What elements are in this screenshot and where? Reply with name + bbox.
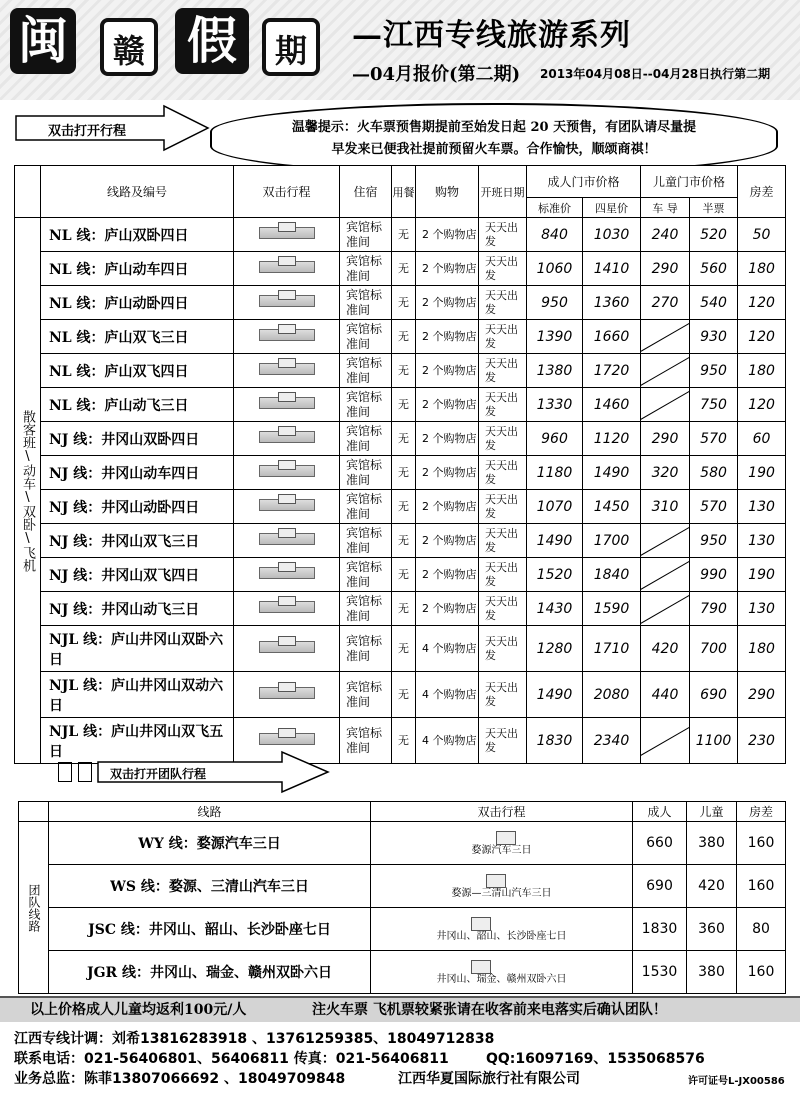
header-departure: 开班日期 bbox=[479, 166, 527, 218]
company-name: 江西华夏国际旅行社有限公司 bbox=[398, 1071, 580, 1087]
adult-std-price: 950 bbox=[527, 286, 583, 320]
child-half-price: 790 bbox=[690, 592, 738, 626]
child-half-price: 690 bbox=[690, 672, 738, 718]
checkbox-icon-2 bbox=[78, 762, 92, 782]
group-adult-price: 1530 bbox=[633, 951, 687, 994]
table-row bbox=[15, 456, 786, 490]
group-itinerary-doc-icon[interactable]: 婺源—三清山汽车三日 bbox=[452, 874, 552, 899]
departure-cell: 天天出发 bbox=[479, 524, 527, 558]
adult-4star-price: 1120 bbox=[583, 422, 641, 456]
notice-line-2: 早发来已便我社提前预留火车票。合作愉快，顺颂商祺！ bbox=[331, 142, 657, 157]
table-row bbox=[15, 422, 786, 456]
child-car-price: 240 bbox=[641, 218, 690, 252]
shop-cell: 2 个购物店 bbox=[416, 422, 479, 456]
departure-cell: 天天出发 bbox=[479, 320, 527, 354]
stay-cell: 宾馆标准间 bbox=[340, 490, 392, 524]
shop-cell: 2 个购物店 bbox=[416, 592, 479, 626]
route-cell: NL 线：庐山动飞三日 bbox=[41, 388, 234, 422]
route-cell: NJL 线：庐山井冈山双飞五日 bbox=[41, 718, 234, 764]
group-itinerary-doc-icon[interactable]: 井冈山、韶山、长沙卧座七日 bbox=[437, 917, 567, 942]
meal-cell: 无 bbox=[392, 252, 416, 286]
adult-std-price: 1180 bbox=[527, 456, 583, 490]
room-diff: 190 bbox=[738, 558, 786, 592]
stay-cell: 宾馆标准间 bbox=[340, 286, 392, 320]
route-cell: NJ 线：井冈山动卧四日 bbox=[41, 490, 234, 524]
group-itinerary-cell[interactable] bbox=[371, 951, 633, 994]
meal-cell: 无 bbox=[392, 354, 416, 388]
itinerary-doc-icon[interactable] bbox=[259, 465, 315, 477]
band-left-text: 以上价格成人儿童均返利100元/人 bbox=[30, 1002, 247, 1018]
itinerary-cell[interactable] bbox=[234, 252, 340, 286]
adult-std-price: 1430 bbox=[527, 592, 583, 626]
departure-cell: 天天出发 bbox=[479, 422, 527, 456]
adult-4star-price: 1710 bbox=[583, 626, 641, 672]
table-row bbox=[15, 252, 786, 286]
planner-contact: 江西专线计调：刘希13816283918 、13761259385、18049712838 bbox=[14, 1031, 495, 1047]
header-itinerary: 双击行程 bbox=[234, 166, 340, 218]
room-diff: 130 bbox=[738, 524, 786, 558]
group-itinerary-doc-icon[interactable]: 婺源汽车三日 bbox=[462, 831, 542, 856]
meal-cell: 无 bbox=[392, 592, 416, 626]
t2-header-adult: 成人 bbox=[633, 802, 687, 822]
room-diff: 180 bbox=[738, 626, 786, 672]
table-row bbox=[15, 286, 786, 320]
table-row bbox=[19, 908, 786, 951]
open-group-itinerary-label[interactable]: 双击打开团队行程 bbox=[110, 767, 207, 781]
group-route-cell: JSC 线：井冈山、韶山、长沙卧座七日 bbox=[49, 908, 371, 951]
meal-cell: 无 bbox=[392, 490, 416, 524]
route-cell: NL 线：庐山动车四日 bbox=[41, 252, 234, 286]
group-route-cell: WY 线：婺源汽车三日 bbox=[49, 822, 371, 865]
departure-cell: 天天出发 bbox=[479, 718, 527, 764]
stay-cell: 宾馆标准间 bbox=[340, 592, 392, 626]
group-side-label-cell bbox=[19, 822, 49, 994]
adult-4star-price: 1840 bbox=[583, 558, 641, 592]
adult-4star-price: 1590 bbox=[583, 592, 641, 626]
header-room: 房差 bbox=[738, 166, 786, 218]
sub-child-car: 车 导 bbox=[641, 198, 690, 218]
shop-cell: 2 个购物店 bbox=[416, 252, 479, 286]
departure-cell: 天天出发 bbox=[479, 490, 527, 524]
child-car-price: 320 bbox=[641, 456, 690, 490]
table-row bbox=[15, 354, 786, 388]
stay-cell: 宾馆标准间 bbox=[340, 388, 392, 422]
group-route-cell: JGR 线：井冈山、瑞金、赣州双卧六日 bbox=[49, 951, 371, 994]
sub-child-half: 半票 bbox=[690, 198, 738, 218]
adult-std-price: 1520 bbox=[527, 558, 583, 592]
departure-cell: 天天出发 bbox=[479, 592, 527, 626]
group-adult-price: 1830 bbox=[633, 908, 687, 951]
adult-4star-price: 1460 bbox=[583, 388, 641, 422]
quote-dates: 2013年04月08日--04月28日执行第二期 bbox=[540, 67, 771, 81]
child-half-price: 950 bbox=[690, 524, 738, 558]
stay-cell: 宾馆标准间 bbox=[340, 524, 392, 558]
table2-corner bbox=[19, 802, 49, 822]
child-car-price bbox=[641, 354, 690, 388]
qq-contact: QQ:16097169、1535068576 bbox=[486, 1051, 705, 1067]
child-half-price: 520 bbox=[690, 218, 738, 252]
logo-char-3: 假 bbox=[175, 8, 249, 74]
side-label: 散客班\动车\双卧\飞机 bbox=[20, 409, 35, 572]
adult-4star-price: 1700 bbox=[583, 524, 641, 558]
table-row bbox=[15, 490, 786, 524]
itinerary-doc-icon[interactable] bbox=[259, 329, 315, 341]
child-half-price: 580 bbox=[690, 456, 738, 490]
notice-line-1: 温馨提示：火车票预售期提前至始发日起 20 天预售，有团队请尽量提 bbox=[291, 120, 697, 135]
route-cell: NL 线：庐山双飞三日 bbox=[41, 320, 234, 354]
itinerary-doc-icon[interactable] bbox=[259, 567, 315, 579]
child-car-price: 290 bbox=[641, 422, 690, 456]
departure-cell: 天天出发 bbox=[479, 286, 527, 320]
logo-char-4: 期 bbox=[262, 18, 320, 76]
adult-std-price: 1060 bbox=[527, 252, 583, 286]
departure-cell: 天天出发 bbox=[479, 672, 527, 718]
adult-std-price: 1830 bbox=[527, 718, 583, 764]
itinerary-doc-icon[interactable] bbox=[259, 687, 315, 699]
child-car-price: 420 bbox=[641, 626, 690, 672]
departure-cell: 天天出发 bbox=[479, 626, 527, 672]
itinerary-cell[interactable] bbox=[234, 456, 340, 490]
route-cell: NJ 线：井冈山动飞三日 bbox=[41, 592, 234, 626]
group-room-diff: 160 bbox=[737, 865, 786, 908]
shop-cell: 2 个购物店 bbox=[416, 320, 479, 354]
group-itinerary-cell[interactable] bbox=[371, 822, 633, 865]
group-itinerary-doc-icon[interactable]: 井冈山、瑞金、赣州双卧六日 bbox=[437, 960, 567, 985]
itinerary-doc-icon[interactable] bbox=[259, 533, 315, 545]
adult-4star-price: 1450 bbox=[583, 490, 641, 524]
header-adult-price: 成人门市价格 bbox=[527, 166, 641, 198]
director-contact: 业务总监：陈菲13807066692 、18049709848 bbox=[14, 1071, 346, 1087]
itinerary-doc-icon[interactable] bbox=[259, 363, 315, 375]
group-tours-table bbox=[18, 801, 786, 994]
route-cell: NJ 线：井冈山双飞四日 bbox=[41, 558, 234, 592]
adult-4star-price: 2080 bbox=[583, 672, 641, 718]
meal-cell: 无 bbox=[392, 558, 416, 592]
meal-cell: 无 bbox=[392, 718, 416, 764]
sub-adult-4star: 四星价 bbox=[583, 198, 641, 218]
side-label-cell bbox=[15, 218, 41, 764]
t2-header-room: 房差 bbox=[737, 802, 786, 822]
t2-header-child: 儿童 bbox=[687, 802, 737, 822]
shop-cell: 4 个购物店 bbox=[416, 718, 479, 764]
itinerary-doc-icon[interactable] bbox=[259, 601, 315, 613]
meal-cell: 无 bbox=[392, 422, 416, 456]
shop-cell: 2 个购物店 bbox=[416, 388, 479, 422]
group-adult-price: 690 bbox=[633, 865, 687, 908]
itinerary-doc-icon[interactable] bbox=[259, 261, 315, 273]
child-car-price bbox=[641, 558, 690, 592]
itinerary-cell[interactable] bbox=[234, 320, 340, 354]
shop-cell: 4 个购物店 bbox=[416, 672, 479, 718]
child-car-price bbox=[641, 592, 690, 626]
group-adult-price: 660 bbox=[633, 822, 687, 865]
stay-cell: 宾馆标准间 bbox=[340, 218, 392, 252]
meal-cell: 无 bbox=[392, 626, 416, 672]
room-diff: 230 bbox=[738, 718, 786, 764]
itinerary-doc-icon[interactable] bbox=[259, 641, 315, 653]
itinerary-doc-icon[interactable] bbox=[259, 499, 315, 511]
checkbox-icon-1 bbox=[58, 762, 72, 782]
adult-std-price: 960 bbox=[527, 422, 583, 456]
room-diff: 130 bbox=[738, 490, 786, 524]
sub-adult-std: 标准价 bbox=[527, 198, 583, 218]
table1-corner bbox=[15, 166, 41, 218]
route-cell: NJ 线：井冈山动车四日 bbox=[41, 456, 234, 490]
table-row bbox=[15, 388, 786, 422]
adult-4star-price: 2340 bbox=[583, 718, 641, 764]
child-half-price: 700 bbox=[690, 626, 738, 672]
route-cell: NL 线：庐山动卧四日 bbox=[41, 286, 234, 320]
t2-header-itinerary: 双击行程 bbox=[371, 802, 633, 822]
meal-cell: 无 bbox=[392, 286, 416, 320]
shop-cell: 2 个购物店 bbox=[416, 558, 479, 592]
stay-cell: 宾馆标准间 bbox=[340, 626, 392, 672]
quote-title: —04月报价(第二期) bbox=[352, 64, 521, 85]
itinerary-doc-icon[interactable] bbox=[259, 431, 315, 443]
series-title: —江西专线旅游系列 bbox=[352, 18, 631, 53]
group-route-cell: WS 线：婺源、三清山汽车三日 bbox=[49, 865, 371, 908]
adult-std-price: 1330 bbox=[527, 388, 583, 422]
room-diff: 120 bbox=[738, 320, 786, 354]
table-row bbox=[15, 218, 786, 252]
adult-4star-price: 1030 bbox=[583, 218, 641, 252]
itinerary-doc-icon[interactable] bbox=[259, 295, 315, 307]
band-right-text: 注火车票 飞机票较紧张请在收客前来电落实后确认团队！ bbox=[312, 1002, 667, 1018]
meal-cell: 无 bbox=[392, 388, 416, 422]
meal-cell: 无 bbox=[392, 320, 416, 354]
group-room-diff: 80 bbox=[737, 908, 786, 951]
itinerary-cell[interactable] bbox=[234, 286, 340, 320]
adult-std-price: 1390 bbox=[527, 320, 583, 354]
route-cell: NJL 线：庐山井冈山双卧六日 bbox=[41, 626, 234, 672]
table-row bbox=[15, 320, 786, 354]
open-itinerary-label[interactable]: 双击打开行程 bbox=[48, 124, 127, 139]
table-row bbox=[19, 865, 786, 908]
stay-cell: 宾馆标准间 bbox=[340, 558, 392, 592]
itinerary-cell[interactable] bbox=[234, 592, 340, 626]
group-itinerary-cell[interactable] bbox=[371, 908, 633, 951]
departure-cell: 天天出发 bbox=[479, 354, 527, 388]
child-car-price: 290 bbox=[641, 252, 690, 286]
route-cell: NL 线：庐山双飞四日 bbox=[41, 354, 234, 388]
adult-4star-price: 1490 bbox=[583, 456, 641, 490]
header-stay: 住宿 bbox=[340, 166, 392, 218]
shop-cell: 2 个购物店 bbox=[416, 286, 479, 320]
room-diff: 130 bbox=[738, 592, 786, 626]
itinerary-cell[interactable] bbox=[234, 626, 340, 672]
route-cell: NJ 线：井冈山双飞三日 bbox=[41, 524, 234, 558]
table-row bbox=[19, 951, 786, 994]
table-row bbox=[15, 626, 786, 672]
child-car-price: 270 bbox=[641, 286, 690, 320]
itinerary-doc-icon[interactable] bbox=[259, 733, 315, 745]
table-row bbox=[15, 524, 786, 558]
itinerary-cell[interactable] bbox=[234, 218, 340, 252]
room-diff: 180 bbox=[738, 354, 786, 388]
group-child-price: 380 bbox=[687, 951, 737, 994]
child-half-price: 990 bbox=[690, 558, 738, 592]
meal-cell: 无 bbox=[392, 456, 416, 490]
group-child-price: 360 bbox=[687, 908, 737, 951]
header-route: 线路及编号 bbox=[41, 166, 234, 218]
stay-cell: 宾馆标准间 bbox=[340, 422, 392, 456]
adult-std-price: 1380 bbox=[527, 354, 583, 388]
stay-cell: 宾馆标准间 bbox=[340, 320, 392, 354]
itinerary-cell[interactable] bbox=[234, 524, 340, 558]
child-half-price: 570 bbox=[690, 422, 738, 456]
itinerary-doc-icon[interactable] bbox=[259, 397, 315, 409]
itinerary-cell[interactable] bbox=[234, 422, 340, 456]
meal-cell: 无 bbox=[392, 524, 416, 558]
room-diff: 190 bbox=[738, 456, 786, 490]
stay-cell: 宾馆标准间 bbox=[340, 718, 392, 764]
route-cell: NL 线：庐山双卧四日 bbox=[41, 218, 234, 252]
shop-cell: 2 个购物店 bbox=[416, 524, 479, 558]
shop-cell: 4 个购物店 bbox=[416, 626, 479, 672]
stay-cell: 宾馆标准间 bbox=[340, 672, 392, 718]
meal-cell: 无 bbox=[392, 218, 416, 252]
adult-std-price: 1280 bbox=[527, 626, 583, 672]
room-diff: 180 bbox=[738, 252, 786, 286]
shop-cell: 2 个购物店 bbox=[416, 354, 479, 388]
adult-4star-price: 1660 bbox=[583, 320, 641, 354]
departure-cell: 天天出发 bbox=[479, 558, 527, 592]
t2-header-route: 线路 bbox=[49, 802, 371, 822]
scheduled-tours-table bbox=[14, 165, 786, 764]
room-diff: 50 bbox=[738, 218, 786, 252]
itinerary-cell[interactable] bbox=[234, 388, 340, 422]
shop-cell: 2 个购物店 bbox=[416, 490, 479, 524]
child-car-price bbox=[641, 524, 690, 558]
shop-cell: 2 个购物店 bbox=[416, 218, 479, 252]
table-row bbox=[15, 558, 786, 592]
adult-4star-price: 1720 bbox=[583, 354, 641, 388]
table-row bbox=[15, 672, 786, 718]
phone-fax: 联系电话：021-56406801、56406811 传真：021-56406811 bbox=[14, 1051, 449, 1067]
stay-cell: 宾馆标准间 bbox=[340, 456, 392, 490]
child-car-price bbox=[641, 320, 690, 354]
departure-cell: 天天出发 bbox=[479, 456, 527, 490]
departure-cell: 天天出发 bbox=[479, 388, 527, 422]
adult-std-price: 1490 bbox=[527, 524, 583, 558]
header-shop: 购物 bbox=[416, 166, 479, 218]
stay-cell: 宾馆标准间 bbox=[340, 354, 392, 388]
departure-cell: 天天出发 bbox=[479, 218, 527, 252]
meal-cell: 无 bbox=[392, 672, 416, 718]
child-half-price: 1100 bbox=[690, 718, 738, 764]
table-row bbox=[19, 822, 786, 865]
group-child-price: 420 bbox=[687, 865, 737, 908]
adult-std-price: 840 bbox=[527, 218, 583, 252]
stay-cell: 宾馆标准间 bbox=[340, 252, 392, 286]
adult-4star-price: 1410 bbox=[583, 252, 641, 286]
child-half-price: 570 bbox=[690, 490, 738, 524]
itinerary-doc-icon[interactable] bbox=[259, 227, 315, 239]
group-child-price: 380 bbox=[687, 822, 737, 865]
child-car-price bbox=[641, 718, 690, 764]
group-side-label: 团队线路 bbox=[27, 883, 41, 932]
itinerary-cell[interactable] bbox=[234, 672, 340, 718]
room-diff: 290 bbox=[738, 672, 786, 718]
room-diff: 120 bbox=[738, 388, 786, 422]
route-cell: NJL 线：庐山井冈山双动六日 bbox=[41, 672, 234, 718]
group-itinerary-cell[interactable] bbox=[371, 865, 633, 908]
child-car-price bbox=[641, 388, 690, 422]
route-cell: NJ 线：井冈山双卧四日 bbox=[41, 422, 234, 456]
itinerary-cell[interactable] bbox=[234, 354, 340, 388]
itinerary-cell[interactable] bbox=[234, 558, 340, 592]
child-car-price: 440 bbox=[641, 672, 690, 718]
group-room-diff: 160 bbox=[737, 822, 786, 865]
departure-cell: 天天出发 bbox=[479, 252, 527, 286]
logo-char-1: 闽 bbox=[10, 8, 76, 74]
child-car-price: 310 bbox=[641, 490, 690, 524]
adult-4star-price: 1360 bbox=[583, 286, 641, 320]
child-half-price: 750 bbox=[690, 388, 738, 422]
child-half-price: 540 bbox=[690, 286, 738, 320]
table-row bbox=[15, 592, 786, 626]
group-room-diff: 160 bbox=[737, 951, 786, 994]
room-diff: 120 bbox=[738, 286, 786, 320]
logo-char-2: 赣 bbox=[100, 18, 158, 76]
adult-std-price: 1070 bbox=[527, 490, 583, 524]
adult-std-price: 1490 bbox=[527, 672, 583, 718]
room-diff: 60 bbox=[738, 422, 786, 456]
itinerary-cell[interactable] bbox=[234, 490, 340, 524]
child-half-price: 560 bbox=[690, 252, 738, 286]
shop-cell: 2 个购物店 bbox=[416, 456, 479, 490]
header-child-price: 儿童门市价格 bbox=[641, 166, 738, 198]
child-half-price: 930 bbox=[690, 320, 738, 354]
license-number: 许可证号L-JX00586 bbox=[688, 1076, 785, 1087]
child-half-price: 950 bbox=[690, 354, 738, 388]
header-meal: 用餐 bbox=[392, 166, 416, 218]
